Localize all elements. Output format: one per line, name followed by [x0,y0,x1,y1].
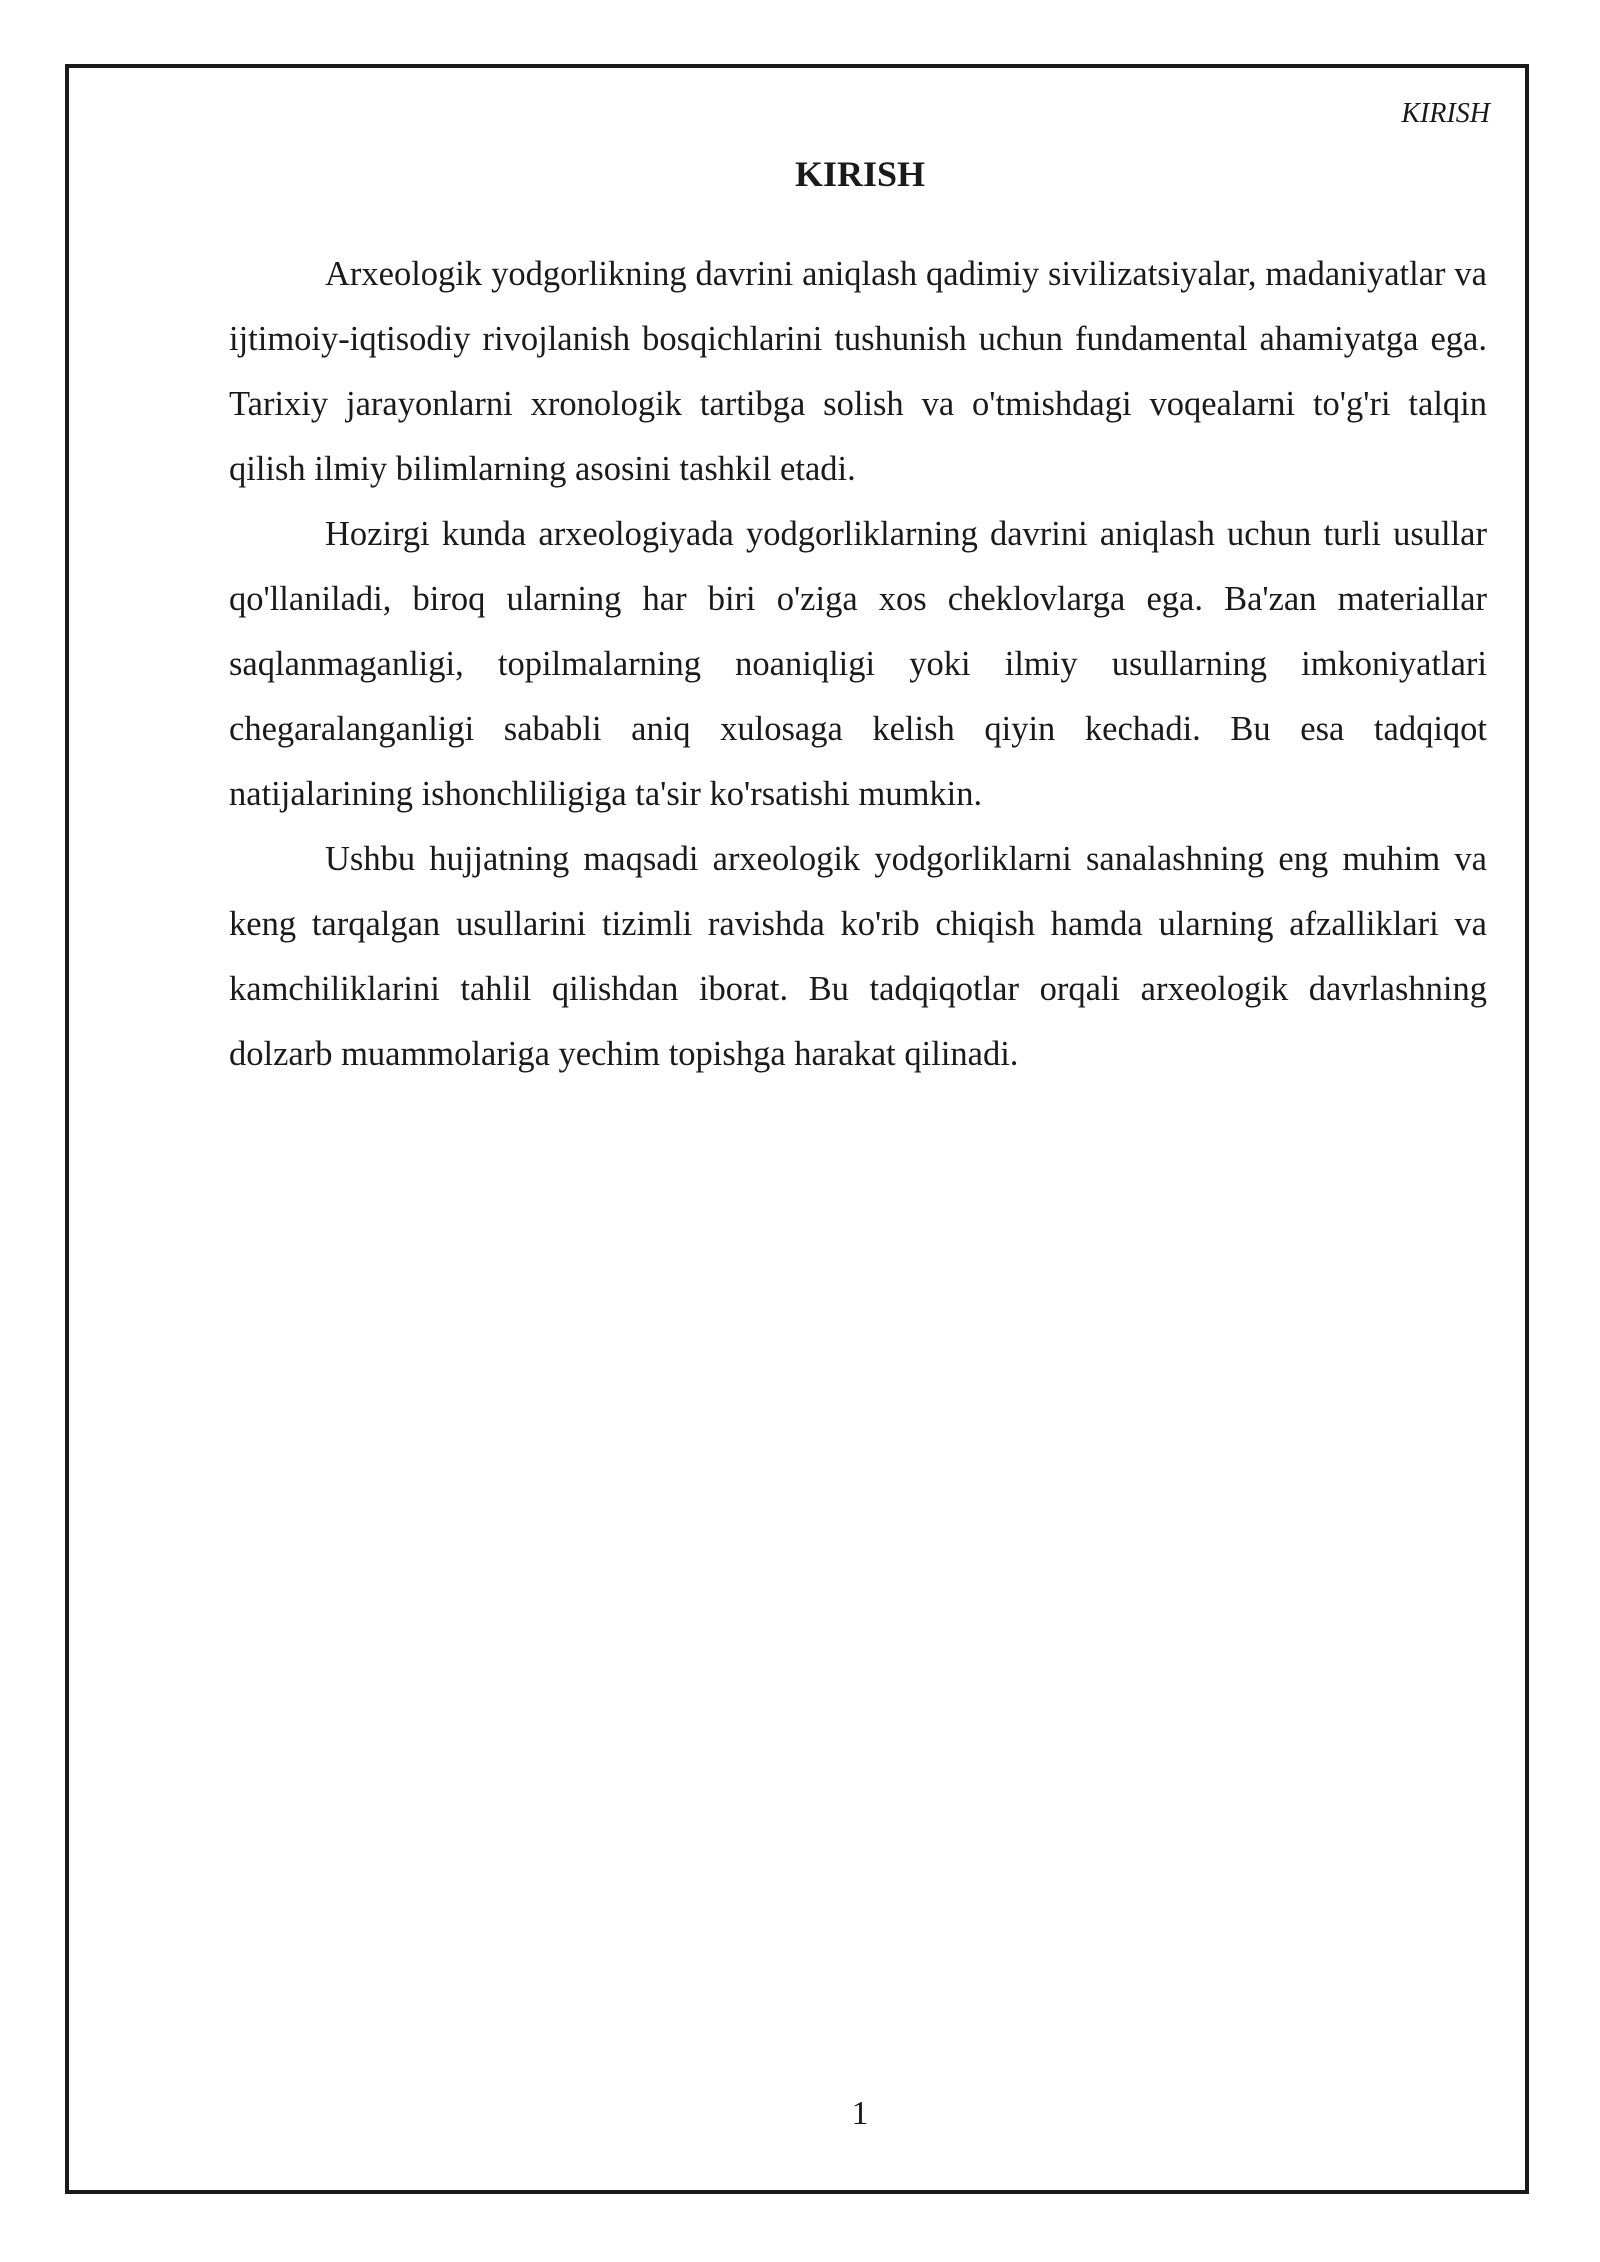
paragraph-3: Ushbu hujjatning maqsadi arxeologik yodgorliklarni sanalashning eng muhim va keng tarqalgan usullarini tizimli ravishda ko'rib chiqish hamda ularning afzalliklari va kamchiliklarini tahlil qilishdan iborat. Bu tadqiqotlar orqali arxeologik davrlashning dolzarb muammolariga yechim topishga harakat qilinadi. [229,840,1487,1073]
page-title: KIRISH [794,154,926,194]
running-header: KIRISH [1401,98,1490,129]
paragraph-2: Hozirgi kunda arxeologiyada yodgorliklarning davrini aniqlash uchun turli usullar qo'llaniladi, biroq ularning har biri o'ziga xos cheklovlarga ega. Ba'zan materiallar saqlanmaganligi, topilmalarning noaniqligi yoki ilmiy usullarning imkoniyatlari chegaralanganligi sababli aniq xulosaga kelish qiyin kechadi. Bu esa tadqiqot natijalarining ishonchliligiga ta'sir ko'rsatishi mumkin. [229,515,1487,813]
paragraph-1: Arxeologik yodgorlikning davrini aniqlash qadimiy sivilizatsiyalar, madaniyatlar va ijtimoiy-iqtisodiy rivojlanish bosqichlarini tushunish uchun fundamental ahamiyatga ega. Tarixiy jarayonlarni xronologik tartibga solish va o'tmishdagi voqealarni to'g'ri talqin qilish ilmiy bilimlarning asosini tashkil etadi. [229,255,1487,488]
page-number: 1 [851,2095,869,2132]
document-body [229,242,1487,1087]
